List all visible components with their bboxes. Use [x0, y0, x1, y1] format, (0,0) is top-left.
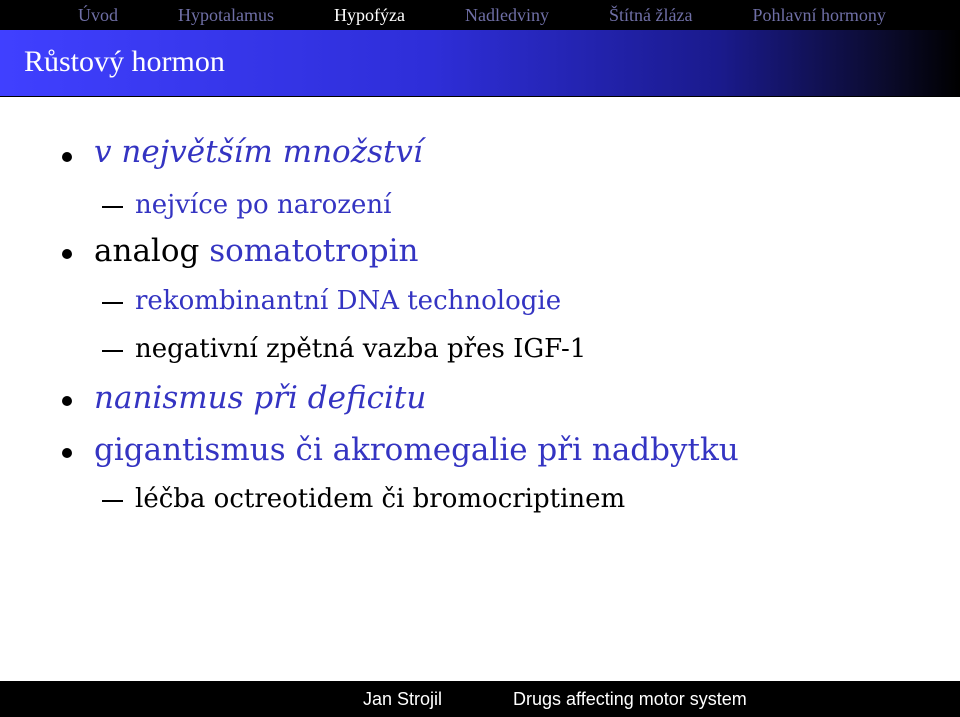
nav-item-stitna-zlaza[interactable]: Štítná žláza	[608, 4, 693, 25]
footer-author: Jan Strojil	[363, 689, 443, 709]
navigation-bar	[0, 0, 960, 30]
slide-title: Růstový hormon	[24, 45, 225, 78]
sub-bullet-item: léčba octreotidem či bromocriptinem	[135, 484, 626, 514]
bullet-prefix: analog	[94, 233, 210, 269]
sub-bullet-item: negativní zpětná vazba přes IGF-1	[135, 334, 587, 364]
bullet-dot	[62, 152, 72, 162]
bullet-item	[94, 233, 418, 269]
slide-content	[0, 96, 960, 680]
bullet-item: gigantismus či akromegalie při nadbytku	[94, 432, 739, 468]
sub-bullet-dash	[102, 302, 123, 304]
bullet-item: v největším množství	[94, 134, 423, 170]
nav-item-pohlavni-hormony[interactable]: Pohlavní hormony	[752, 4, 886, 25]
sub-bullet-dash	[102, 206, 123, 208]
nav-item-hypofyza[interactable]: Hypofýza	[334, 4, 405, 25]
nav-item-nadledviny[interactable]: Nadledviny	[464, 4, 549, 25]
slide-title-bar	[0, 30, 960, 97]
footer-bar	[0, 681, 960, 717]
sub-bullet-item: nejvíce po narození	[135, 190, 392, 220]
bullet-highlight: somatotropin	[209, 233, 419, 269]
sub-bullet-dash	[102, 350, 123, 352]
sub-bullet-item: rekombinantní DNA technologie	[135, 286, 562, 316]
footer-presentation-title: Drugs affecting motor system	[513, 689, 747, 709]
bullet-item: nanismus při deficitu	[94, 380, 427, 416]
nav-item-uvod[interactable]: Úvod	[78, 4, 118, 25]
bullet-dot	[62, 396, 72, 406]
bullet-dot	[62, 249, 72, 259]
bullet-dot	[62, 448, 72, 458]
nav-item-hypotalamus[interactable]: Hypotalamus	[178, 4, 274, 25]
sub-bullet-dash	[102, 500, 123, 502]
